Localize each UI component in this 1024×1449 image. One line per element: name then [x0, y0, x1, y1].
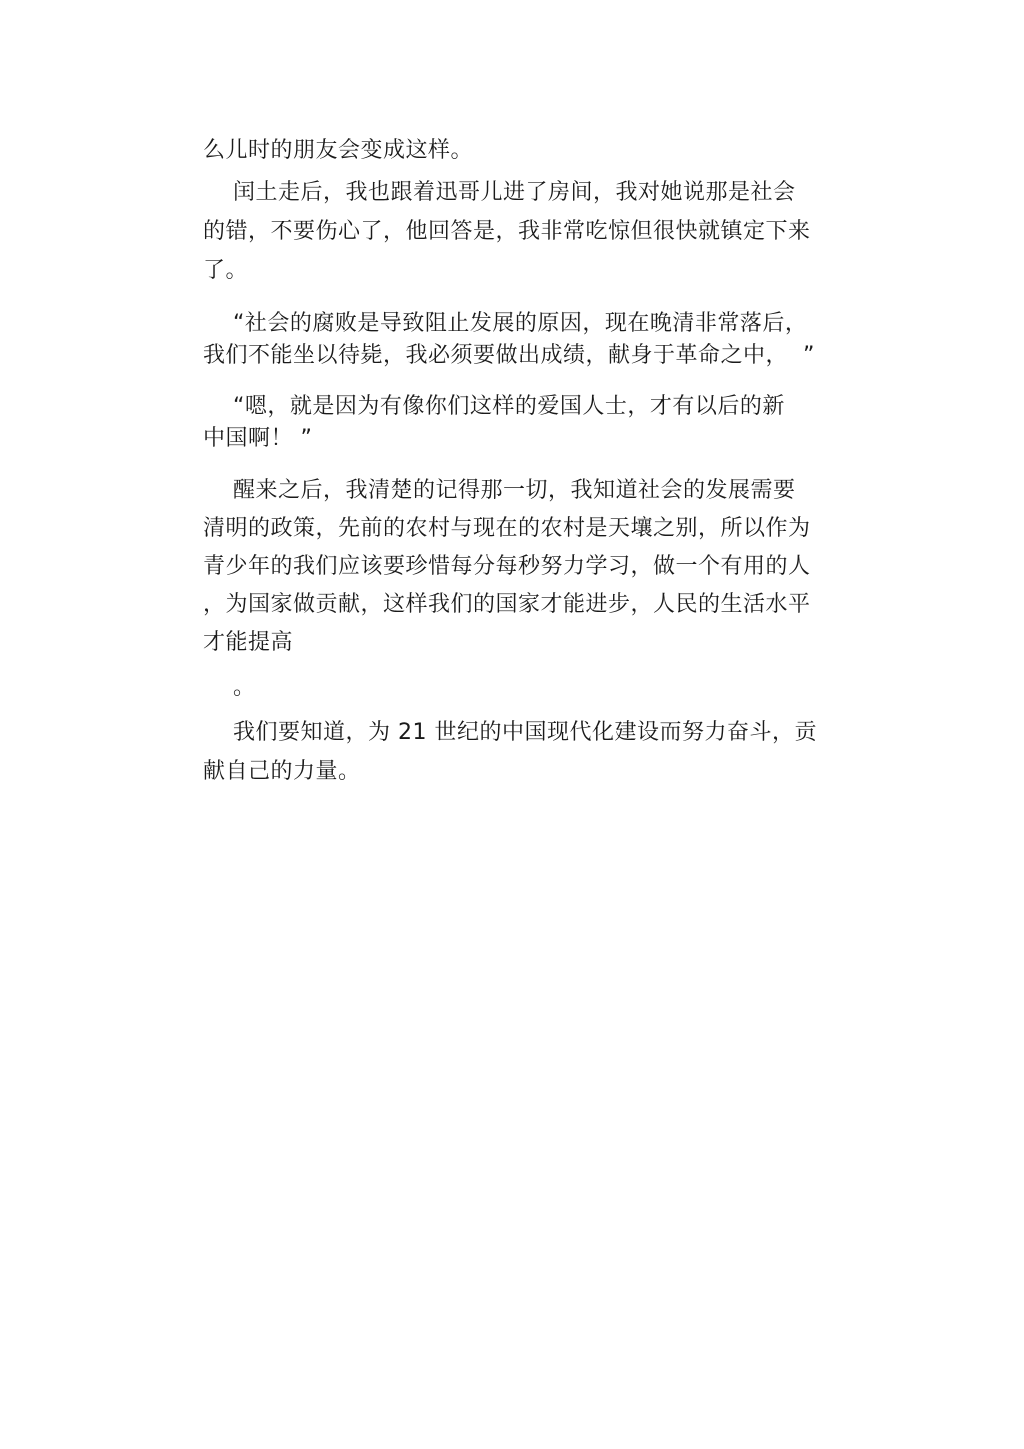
text-line: 的错，不要伤心了，他回答是，我非常吃惊但很快就镇定下来 — [203, 219, 811, 244]
text-line: 我们要知道，为 21 世纪的中国现代化建设而努力奋斗，贡 — [203, 720, 817, 745]
text-line: 献自己的力量。 — [203, 759, 361, 784]
text-line: 。 — [203, 675, 256, 700]
text-line: ，为国家做贡献，这样我们的国家才能进步，人民的生活水平 — [203, 592, 811, 617]
text-line: 我们不能坐以待毙，我必须要做出成绩，献身于革命之中， ” — [203, 343, 815, 368]
text-line: 么儿时的朋友会变成这样。 — [203, 138, 474, 163]
text-line: 清明的政策，先前的农村与现在的农村是天壤之别，所以作为 — [203, 516, 811, 541]
text-line: “嗯，就是因为有像你们这样的爱国人士，才有以后的新 — [203, 394, 785, 419]
text-line: “社会的腐败是导致阻止发展的原因，现在晚清非常落后， — [203, 311, 808, 336]
text-line: 中国啊！ ” — [203, 426, 313, 451]
text-line: 醒来之后，我清楚的记得那一切，我知道社会的发展需要 — [203, 478, 796, 503]
text-line: 了。 — [203, 258, 249, 283]
text-line: 才能提高 — [203, 630, 294, 655]
text-line: 闰土走后，我也跟着迅哥儿进了房间，我对她说那是社会 — [203, 180, 796, 205]
text-line: 青少年的我们应该要珍惜每分每秒努力学习，做一个有用的人 — [203, 554, 811, 579]
